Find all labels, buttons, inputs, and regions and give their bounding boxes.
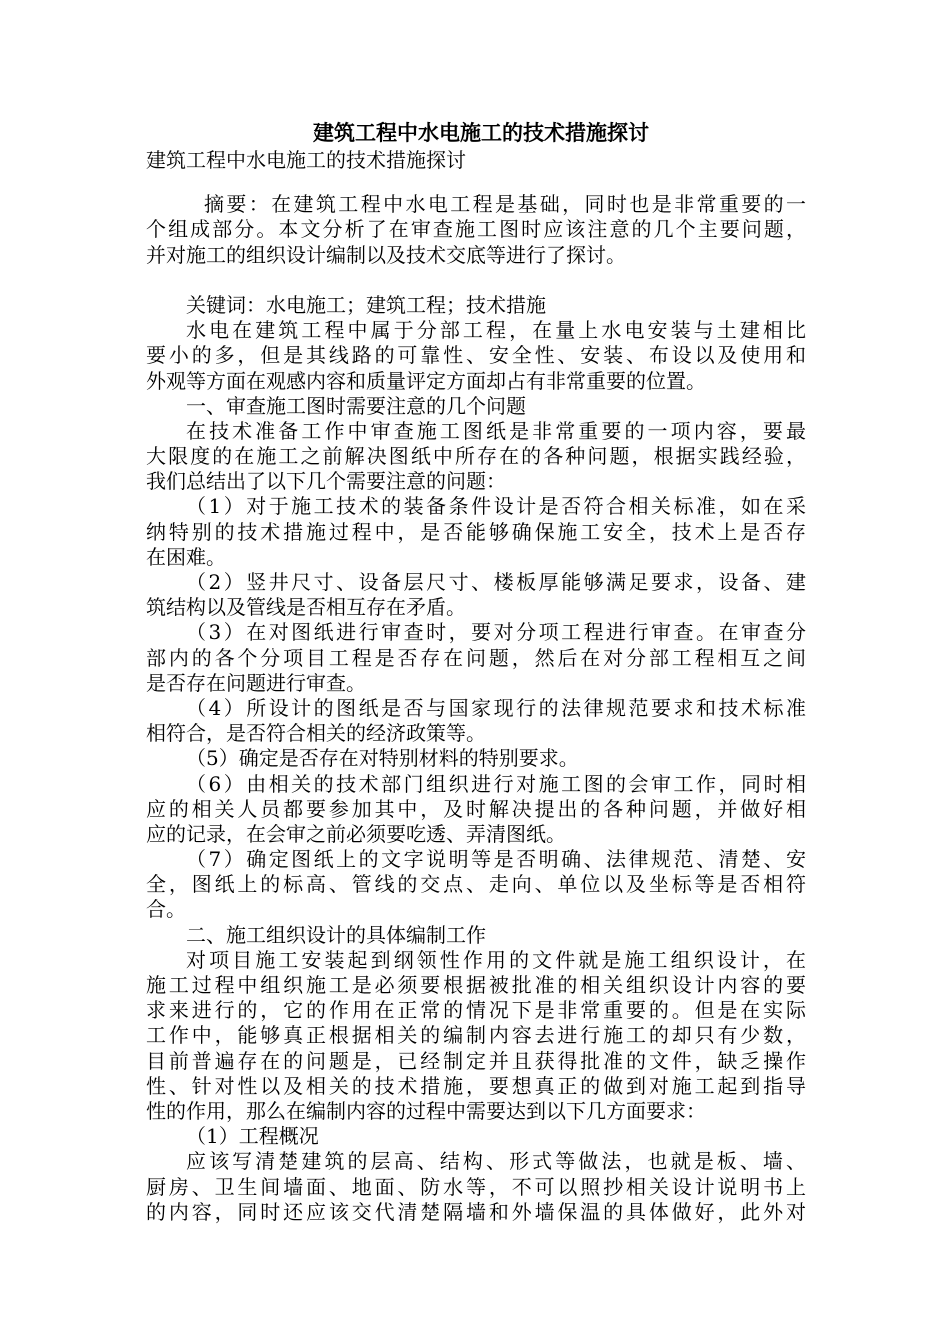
text-line: 施工过程中组织施工是必须要根据被批准的相关组织设计内容的要 bbox=[146, 973, 806, 997]
document-page bbox=[146, 118, 806, 1225]
document-title: 建筑工程中水电施工的技术措施探讨 bbox=[313, 120, 649, 145]
paragraph-sub1-body bbox=[146, 1149, 806, 1225]
text-line: 在困难。 bbox=[146, 544, 226, 569]
text-line: 工作中，能够真正根据相关的编制内容去进行施工的却只有少数， bbox=[146, 1023, 806, 1048]
text-line: 性、针对性以及相关的技术措施，要想真正的做到对施工起到指导 bbox=[146, 1073, 806, 1098]
paragraph-sub1-heading bbox=[146, 1124, 806, 1149]
text-line: （7）确定图纸上的文字说明等是否明确、法律规范、清楚、安 bbox=[186, 847, 806, 872]
text-line: 部内的各个分项目工程是否存在问题，然后在对分部工程相互之间 bbox=[146, 645, 806, 670]
text-line: 关键词：水电施工；建筑工程；技术措施 bbox=[186, 292, 546, 317]
spacer bbox=[146, 173, 806, 192]
text-line: 应该写清楚建筑的层高、结构、形式等做法，也就是板、墙、 bbox=[186, 1149, 806, 1174]
text-line: 外观等方面在观感内容和质量评定方面却占有非常重要的位置。 bbox=[146, 368, 706, 393]
text-line: 大限度的在施工之前解决图纸中所存在的各种问题，根据实践经验， bbox=[146, 444, 806, 469]
text-line: 摘要：在建筑工程中水电工程是基础，同时也是非常重要的一 bbox=[204, 192, 806, 217]
paragraph-section1-intro bbox=[146, 419, 806, 495]
text-line: 全，图纸上的标高、管线的交点、走向、单位以及坐标等是否相符 bbox=[146, 872, 806, 897]
text-line: 个组成部分。本文分析了在审查施工图时应该注意的几个主要问题， bbox=[146, 217, 806, 242]
text-line: （6）由相关的技术部门组织进行对施工图的会审工作，同时相 bbox=[186, 771, 806, 796]
text-line: 水电在建筑工程中属于分部工程，在量上水电安装与土建相比 bbox=[186, 318, 806, 343]
paragraph-item4 bbox=[146, 696, 806, 746]
text-line: （3）在对图纸进行审查时，要对分项工程进行审查。在审查分 bbox=[186, 620, 806, 645]
text-line: 目前普遍存在的问题是，已经制定并且获得批准的文件，缺乏操作 bbox=[146, 1048, 806, 1073]
text-line: 我们总结出了以下几个需要注意的问题： bbox=[146, 469, 506, 494]
paragraph-section1-heading bbox=[146, 394, 806, 419]
paragraph-abstract bbox=[146, 192, 806, 268]
text-line: 在技术准备工作中审查施工图纸是非常重要的一项内容，要最 bbox=[186, 418, 806, 443]
document-subtitle: 建筑工程中水电施工的技术措施探讨 bbox=[146, 148, 466, 172]
text-line: 对项目施工安装起到纲领性作用的文件就是施工组织设计，在 bbox=[186, 947, 806, 972]
text-line: 并对施工的组织设计编制以及技术交底等进行了探讨。 bbox=[146, 242, 626, 267]
text-line: 合。 bbox=[146, 897, 186, 922]
document-body bbox=[146, 192, 806, 1225]
text-line: 一、审查施工图时需要注意的几个问题 bbox=[186, 393, 526, 418]
text-line: （1）工程概况 bbox=[186, 1124, 319, 1149]
paragraph-item2 bbox=[146, 570, 806, 620]
text-line: 相符合，是否符合相关的经济政策等。 bbox=[146, 721, 486, 746]
text-line: 厨房、卫生间墙面、地面、防水等，不可以照抄相关设计说明书上 bbox=[146, 1174, 806, 1199]
paragraph-item5 bbox=[146, 746, 806, 771]
text-line: 要小的多，但是其线路的可靠性、安全性、安装、布设以及使用和 bbox=[146, 343, 806, 368]
text-line: 应的记录，在会审之前必须要吃透、弄清图纸。 bbox=[146, 821, 566, 846]
paragraph-intro bbox=[146, 318, 806, 394]
text-line: 筑结构以及管线是否相互存在矛盾。 bbox=[146, 595, 466, 620]
paragraph-item1 bbox=[146, 494, 806, 570]
text-line: （1）对于施工技术的装备条件设计是否符合相关标准，如在采 bbox=[186, 494, 806, 519]
text-line: （5）确定是否存在对特别材料的特别要求。 bbox=[186, 746, 579, 771]
text-line: 性的作用，那么在编制内容的过程中需要达到以下几方面要求： bbox=[146, 1098, 706, 1123]
paragraph-section2-heading bbox=[146, 923, 806, 948]
text-line: 纳特别的技术措施过程中，是否能够确保施工安全，技术上是否存 bbox=[146, 519, 806, 544]
blank-line bbox=[146, 268, 806, 293]
paragraph-section2-intro bbox=[146, 948, 806, 1124]
text-line: 求来进行的，它的作用在正常的情况下是非常重要的。但是在实际 bbox=[146, 998, 806, 1023]
text-line: 是否存在问题进行审查。 bbox=[146, 670, 366, 695]
text-line: （2）竖井尺寸、设备层尺寸、楼板厚能够满足要求，设备、建 bbox=[186, 570, 806, 594]
text-line: （4）所设计的图纸是否与国家现行的法律规范要求和技术标准 bbox=[186, 695, 806, 720]
paragraph-keywords bbox=[146, 293, 806, 318]
text-line: 的内容，同时还应该交代清楚隔墙和外墙保温的具体做好，此外对 bbox=[146, 1199, 806, 1224]
paragraph-item3 bbox=[146, 620, 806, 696]
text-line: 二、施工组织设计的具体编制工作 bbox=[186, 922, 486, 947]
text-line: 应的相关人员都要参加其中，及时解决提出的各种问题，并做好相 bbox=[146, 796, 806, 821]
paragraph-item7 bbox=[146, 847, 806, 923]
paragraph-item6 bbox=[146, 772, 806, 848]
